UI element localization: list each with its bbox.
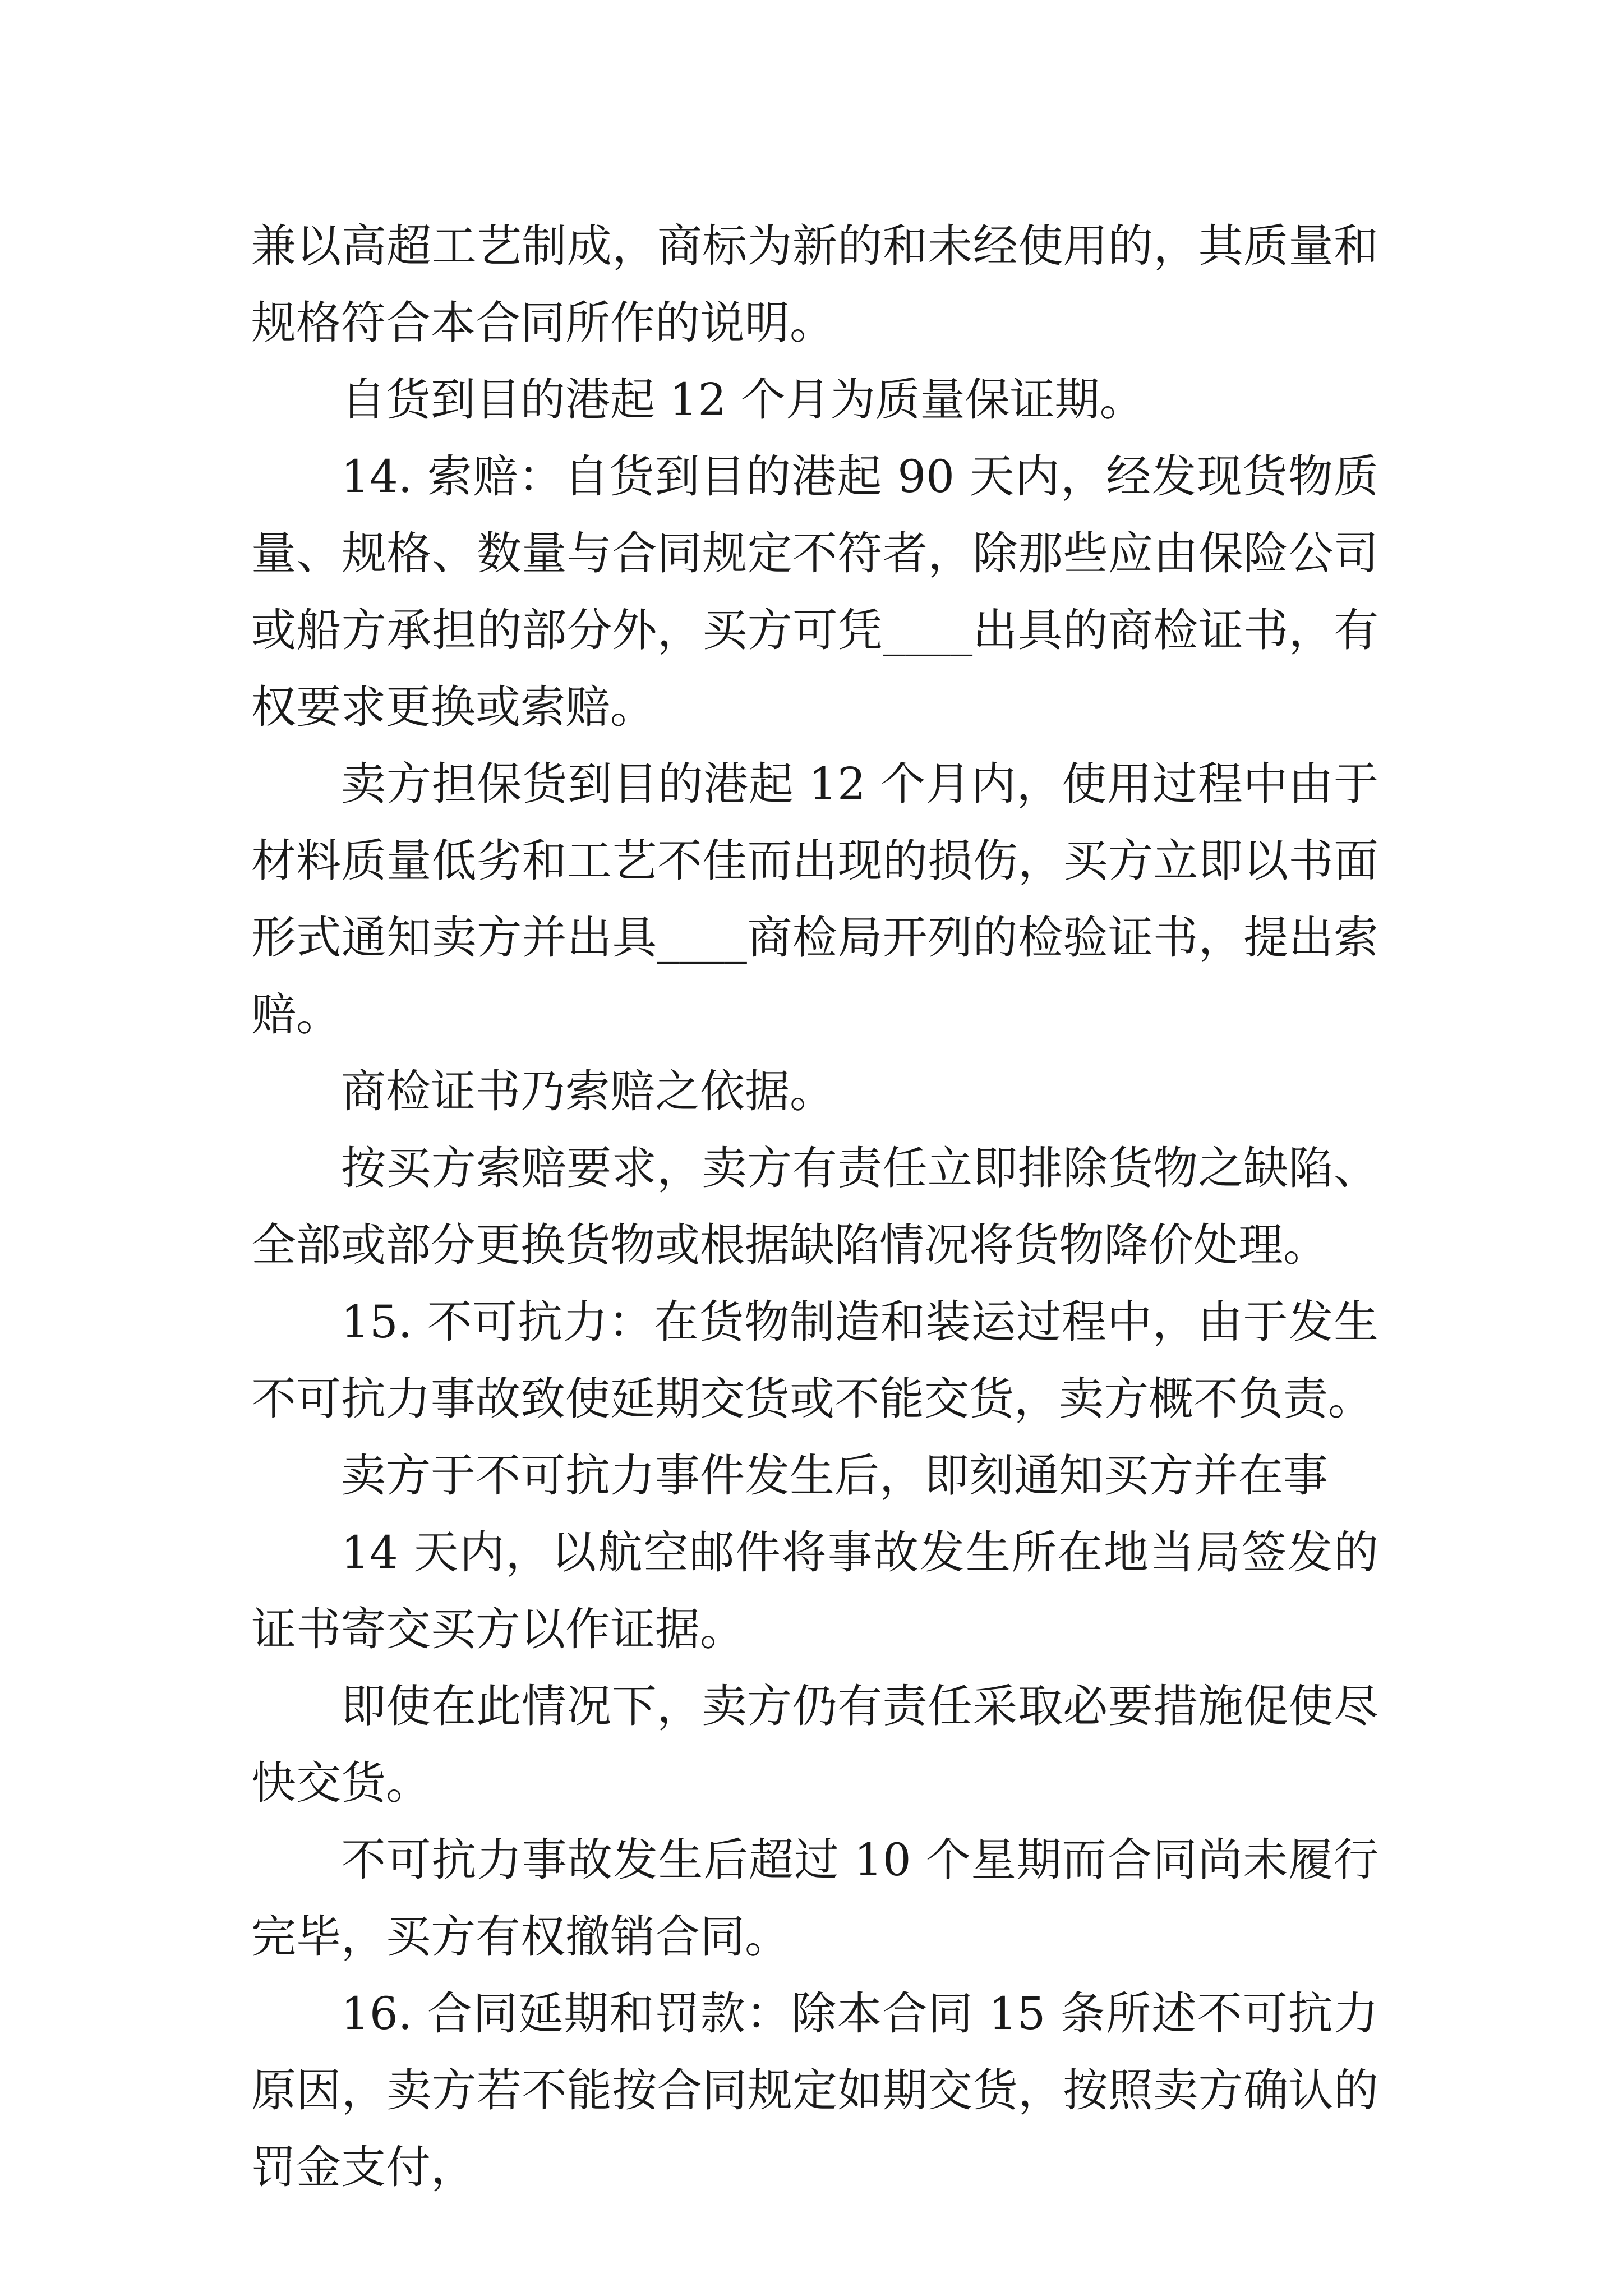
paragraph-11: 不可抗力事故发生后超过 10 个星期而合同尚未履行完毕，买方有权撤销合同。 <box>251 1834 1378 1963</box>
document-body <box>251 208 1378 2206</box>
paragraph-6: 按买方索赔要求，卖方有责任立即排除货物之缺陷、全部或部分更换货物或根据缺陷情况将货物降价处理。 <box>251 1142 1378 1271</box>
paragraph-8: 卖方于不可抗力事件发生后，即刻通知买方并在事 <box>341 1450 1328 1502</box>
paragraph-4: 卖方担保货到目的港起 12 个月内，使用过程中由于材料质量低劣和工艺不佳而出现的损伤，买方立即以书面形式通知卖方并出具____商检局开列的检验证书，提出索赔。 <box>251 758 1378 1041</box>
paragraph-7-clause-15: 15. 不可抗力：在货物制造和装运过程中，由于发生不可抗力事故致使延期交货或不能交货，卖方概不负责。 <box>251 1296 1378 1425</box>
paragraph-10: 即使在此情况下，卖方仍有责任采取必要措施促使尽快交货。 <box>251 1680 1378 1809</box>
paragraph-2: 自货到目的港起 12 个月为质量保证期。 <box>341 374 1145 426</box>
paragraph-9: 14 天内，以航空邮件将事故发生所在地当局签发的证书寄交买方以作证据。 <box>251 1526 1378 1655</box>
paragraph-12-clause-16: 16. 合同延期和罚款：除本合同 15 条所述不可抗力原因，卖方若不能按合同规定如期交货，按照卖方确认的罚金支付， <box>251 1987 1378 2193</box>
paragraph-1: 兼以高超工艺制成，商标为新的和未经使用的，其质量和规格符合本合同所作的说明。 <box>251 220 1378 349</box>
paragraph-5: 商检证书乃索赔之依据。 <box>341 1065 834 1117</box>
paragraph-3-clause-14: 14. 索赔：自货到目的港起 90 天内，经发现货物质量、规格、数量与合同规定不符者，除那些应由保险公司或船方承担的部分外，买方可凭____出具的商检证书，有权要求更换或索赔。 <box>251 450 1378 733</box>
